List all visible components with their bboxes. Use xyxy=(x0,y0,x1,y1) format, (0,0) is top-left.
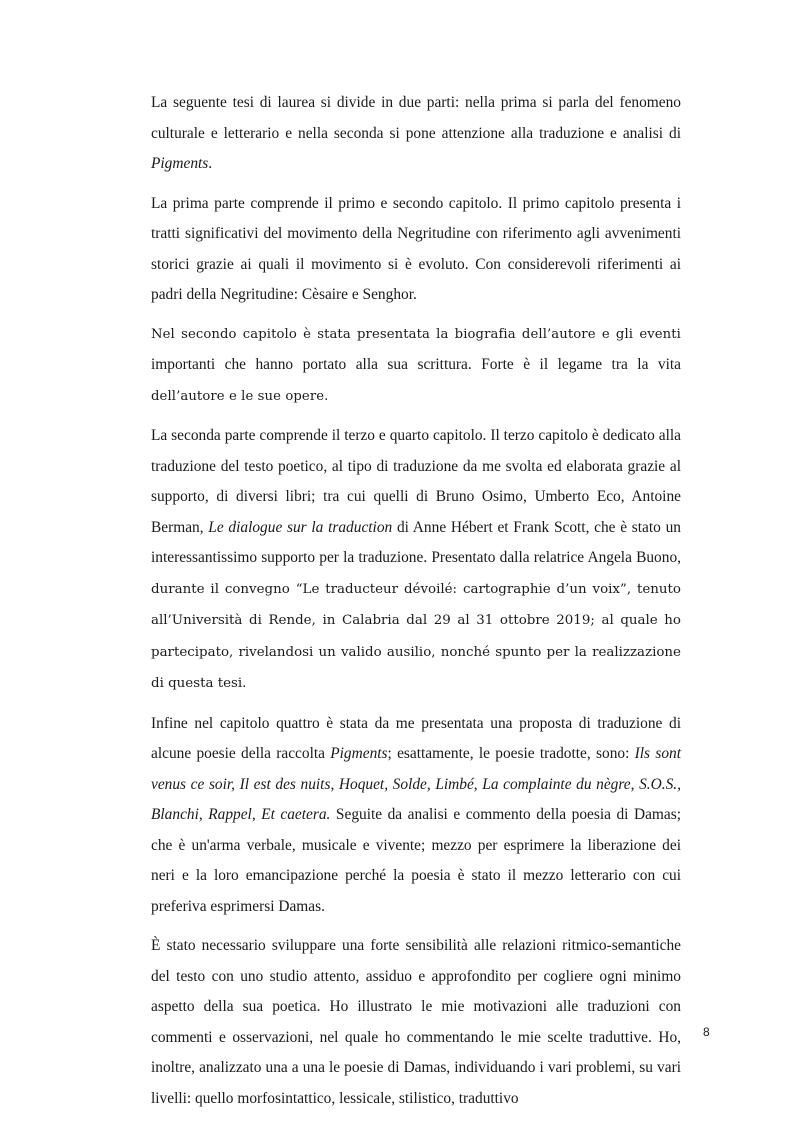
poem-titles: Ils sont venus ce soir, Il est des nuits, Hoquet, Solde, Limbé, La complainte du nègre, S.O.S., Blanchi, Rappel, Et caetera. xyxy=(151,745,681,823)
paragraph-intro: La seguente tesi di laurea si divide in due parti: nella prima si parla del fenomeno culturale e letterario e nella seconda si pone attenzione alla traduzione e analisi di Pigments. xyxy=(151,94,681,172)
paragraph-second-chapter: Nel secondo capitolo è stata presentata la biografia dell’autore e gli eventi importanti che hanno portato alla sua scrittura. Forte è il legame tra la vita dell’autore e le sue opere. xyxy=(151,326,681,404)
body-text xyxy=(151,88,681,1123)
work-title-pigments-2: Pigments xyxy=(330,745,388,762)
paragraph-chapter-four: Infine nel capitolo quattro è stata da me presentata una proposta di traduzione di alcune poesie della raccolta Pigments; esattamente, le poesie tradotte, sono: Ils sont venus ce soir, Il est des nuits, Hoquet, Solde, Limbé, La complainte du nègre, S.O.S., Blanchi, Rappel, Et caetera. Seguite da analisi e commento della poesia di Damas; che è un'arma verbale, musicale e vivente; mezzo per esprimere la liberazione dei neri e la loro emancipazione perché la poesia è stato il mezzo letterario con cui preferiva esprimersi Damas. xyxy=(151,714,681,915)
paragraph-part-two: La seconda parte comprende il terzo e quarto capitolo. Il terzo capitolo è dedicato alla traduzione del testo poetico, al tipo di traduzione da me svolta ed elaborata grazie al supporto, di diversi libri; tra cui quelli di Bruno Osimo, Umberto Eco, Antoine Berman, Le dialogue sur la traduction di Anne Hébert et Frank Scott, che è stato un interessantissimo supporto per la traduzione. Presentato dalla relatrice Angela Buono, durante il convegno “Le traducteur dévoilé: cartographie d’un voix”, tenuto all’Università di Rende, in Calabria dal 29 al 31 ottobre 2019; al quale ho partecipato, rivelandosi un valido ausilio, nonché spunto per la realizzazione di questa tesi. xyxy=(151,427,681,691)
paragraph-part-one: La prima parte comprende il primo e secondo capitolo. Il primo capitolo presenta i tratti significativi del movimento della Negritudine con riferimento agli avvenimenti storici grazie ai quali il movimento si è evoluto. Con considerevoli riferimenti ai padri della Negritudine: Cèsaire e Senghor. xyxy=(151,194,681,303)
paragraph-sensitivity: È stato necessario sviluppare una forte sensibilità alle relazioni ritmico-semantiche del testo con uno studio attento, assiduo e approfondito per cogliere ogni minimo aspetto della sua poetica. Ho illustrato le mie motivazioni alle traduzioni con commenti e osservazioni, nel quale ho commentando le mie scelte traduttive. Ho, inoltre, analizzato una a una le poesie di Damas, individuando i vari problemi, su vari livelli: quello morfosintattico, lessicale, stilistico, traduttivo xyxy=(151,937,681,1107)
page-number: 8 xyxy=(703,1025,710,1039)
work-title-dialogue: Le dialogue sur la traduction xyxy=(208,518,393,536)
work-title-pigments: Pigments xyxy=(151,155,209,172)
